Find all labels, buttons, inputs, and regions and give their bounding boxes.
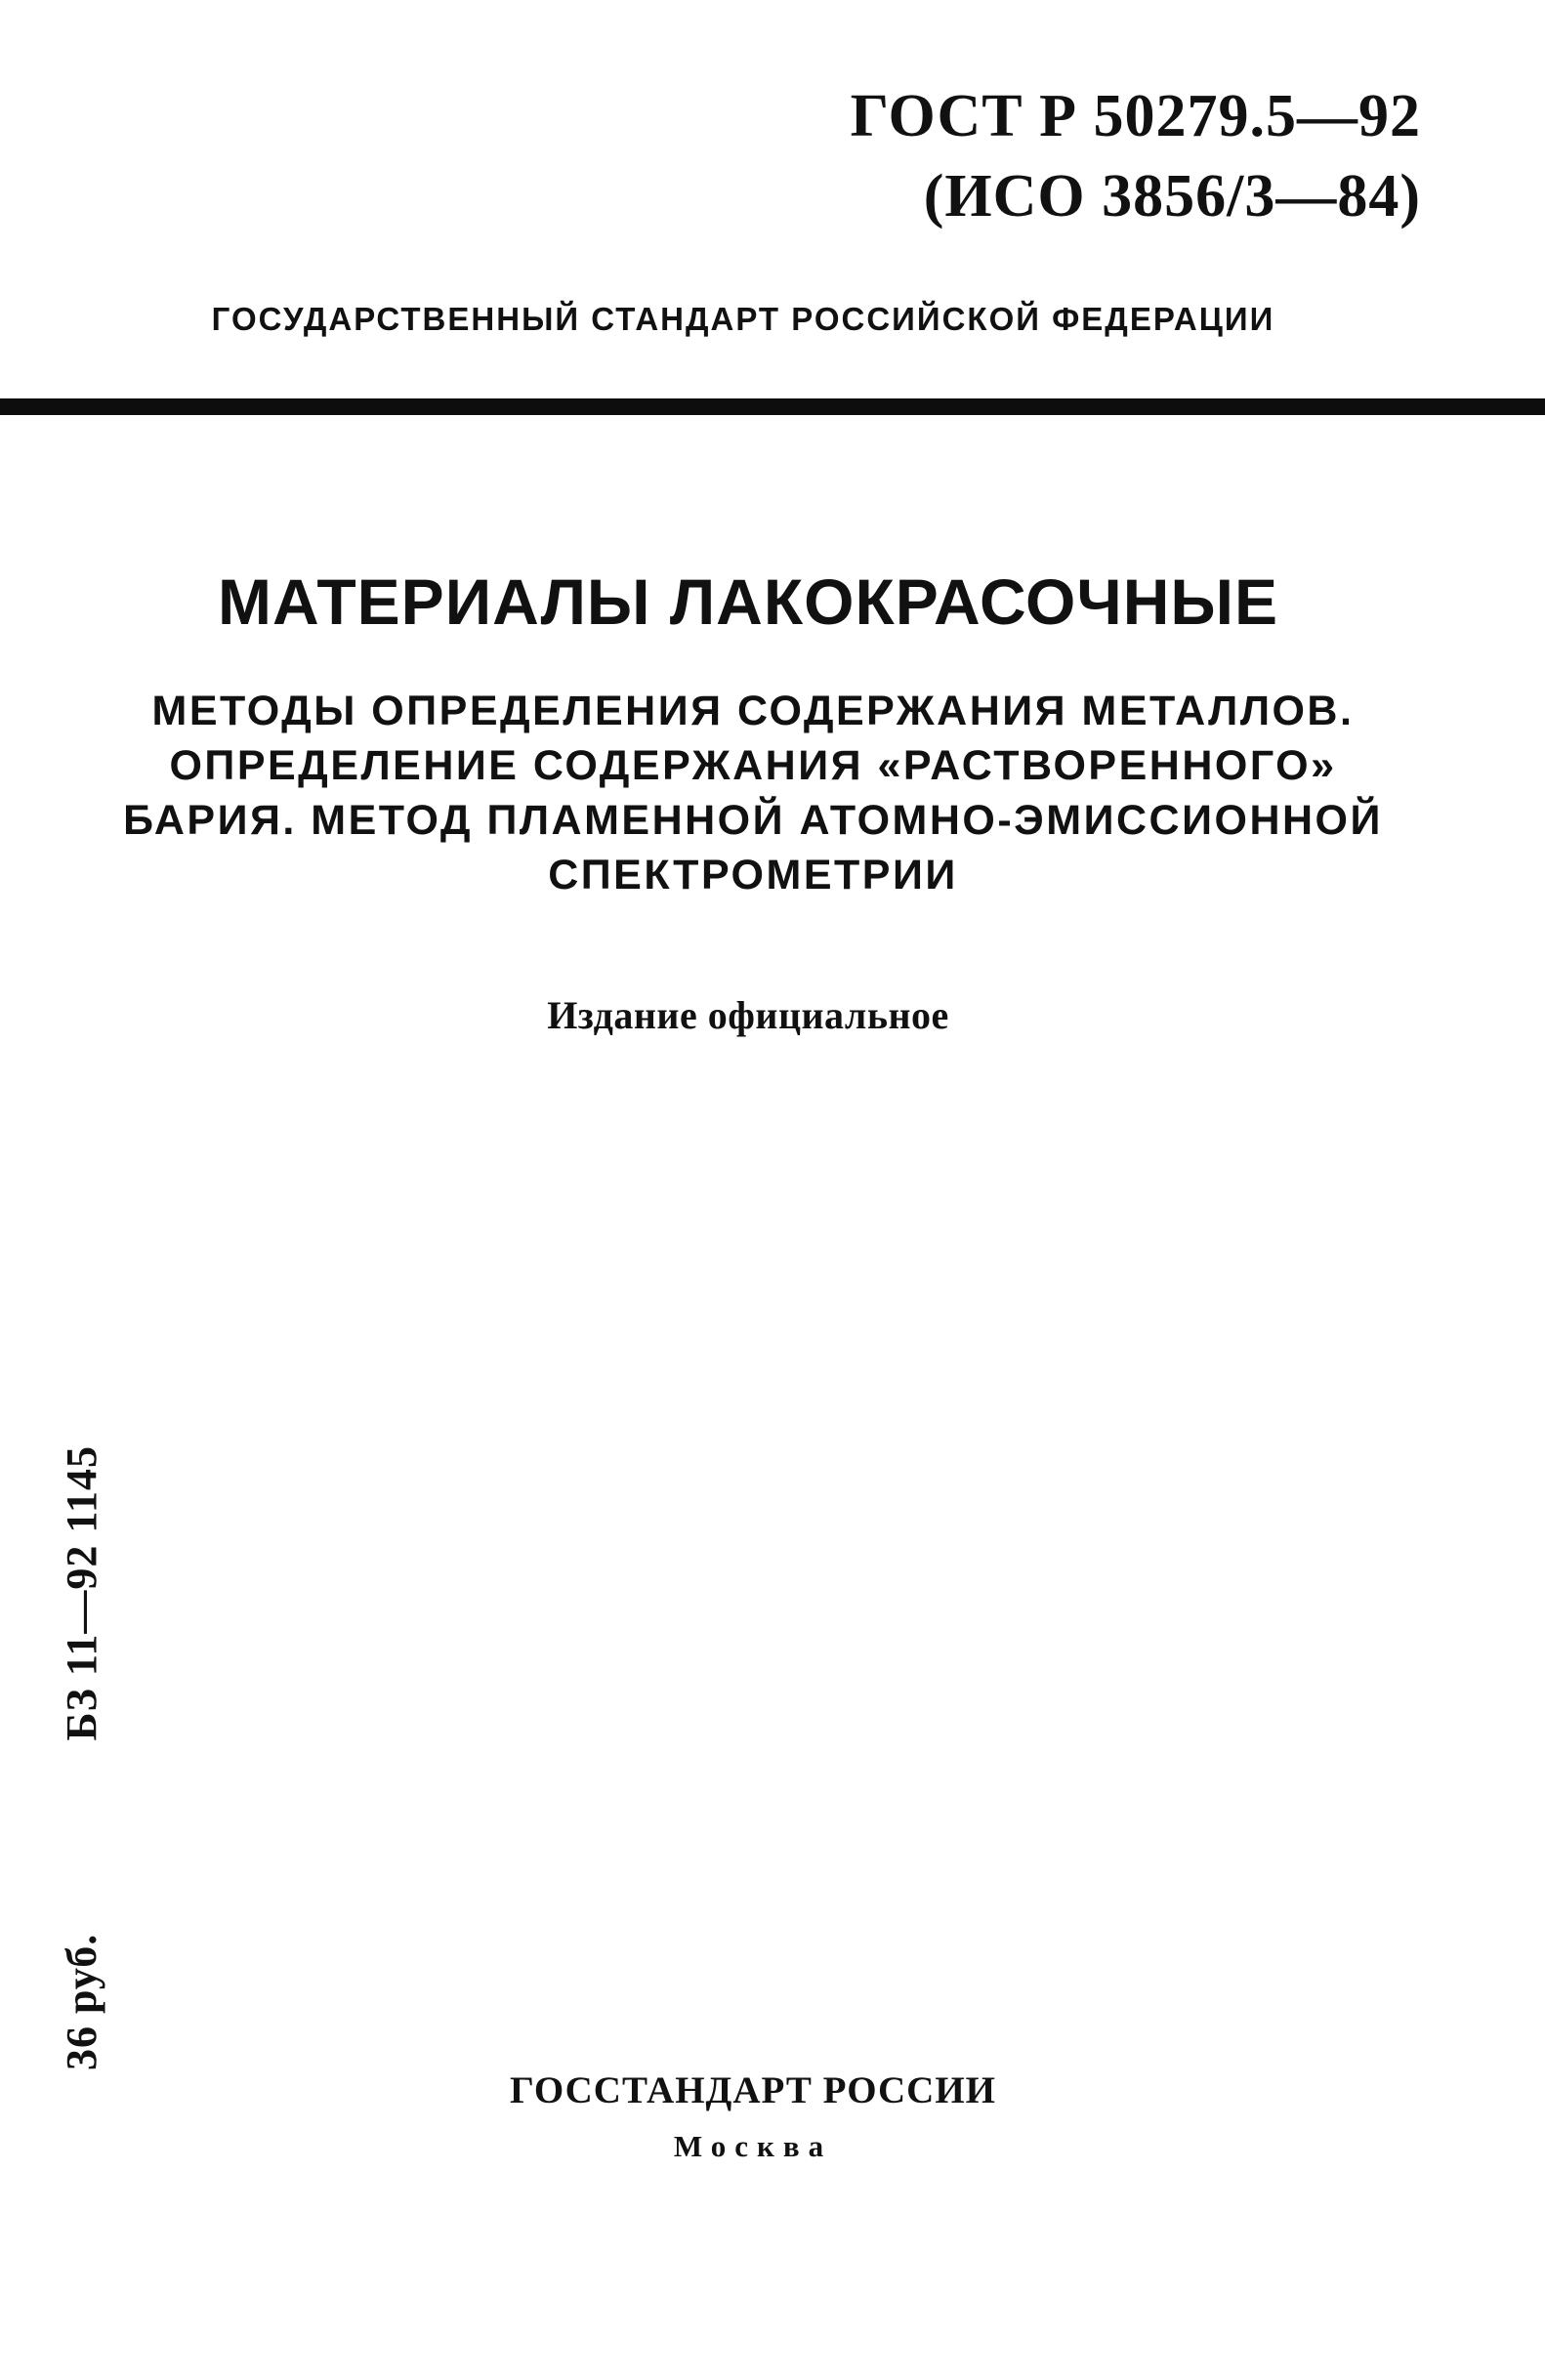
price-label: 36 руб. <box>58 1933 105 2070</box>
side-print-code <box>57 1445 106 2070</box>
subtitle-line: ОПРЕДЕЛЕНИЕ СОДЕРЖАНИЯ «РАСТВОРЕННОГО» <box>169 742 1337 789</box>
edition-note: Издание официальное <box>547 993 949 1037</box>
document-subtitle <box>0 684 1545 902</box>
iso-number: (ИСО 3856/3—84) <box>923 163 1421 230</box>
publisher-name: ГОССТАНДАРТ РОССИИ <box>509 2069 997 2111</box>
subtitle-line: БАРИЯ. МЕТОД ПЛАМЕННОЙ АТОМНО-ЭМИССИОННОЙ <box>123 797 1383 844</box>
header-divider <box>0 398 1545 415</box>
document-title: МАТЕРИАЛЫ ЛАКОКРАСОЧНЫЕ <box>217 565 1279 638</box>
standard-designation <box>851 76 1421 236</box>
subtitle-line: СПЕКТРОМЕТРИИ <box>548 852 958 898</box>
state-standard-heading: ГОСУДАРСТВЕННЫЙ СТАНДАРТ РОССИЙСКОЙ ФЕДЕРАЦИИ <box>211 301 1275 337</box>
publisher-city: Москва <box>673 2129 833 2163</box>
standard-number: ГОСТ Р 50279.5—92 <box>850 83 1421 149</box>
subtitle-line: МЕТОДЫ ОПРЕДЕЛЕНИЯ СОДЕРЖАНИЯ МЕТАЛЛОВ. <box>151 688 1355 734</box>
print-code: БЗ 11—92 1145 <box>58 1445 105 1741</box>
